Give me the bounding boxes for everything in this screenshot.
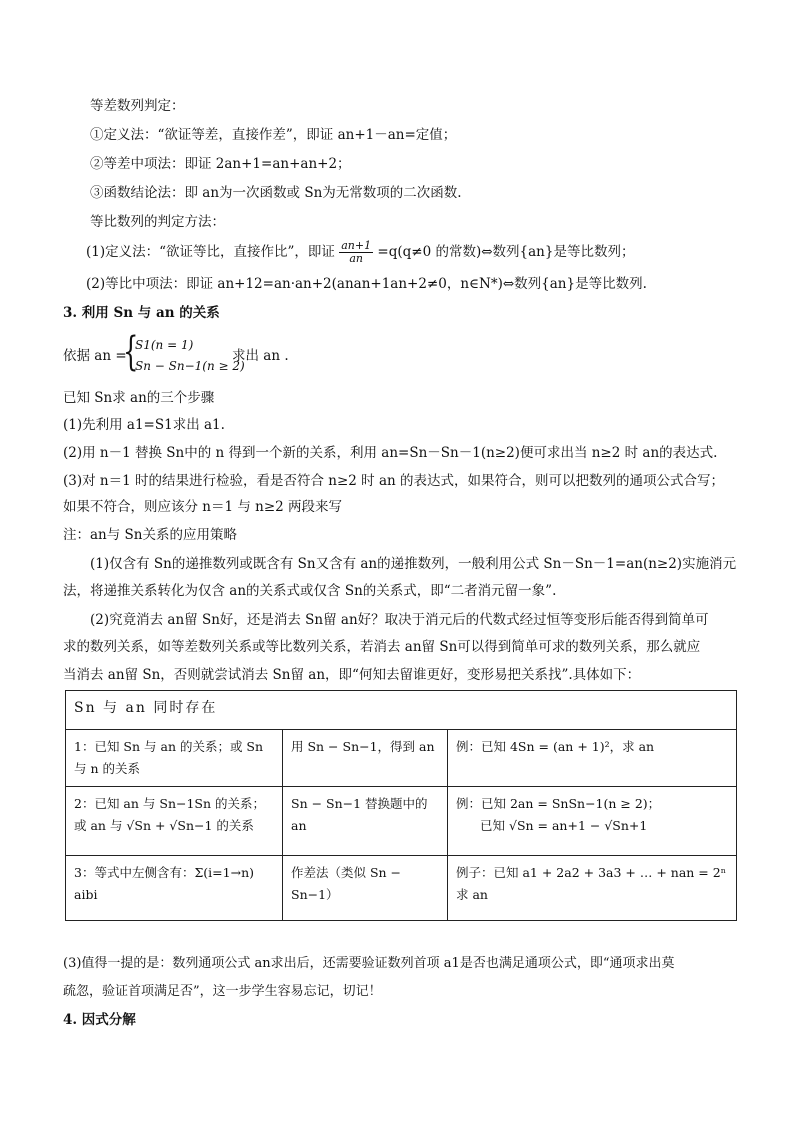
row-3-condition: 3：等式中左侧含有：Σ(i=1→n) aibi — [66, 856, 283, 921]
row-1-condition: 1：已知 Sn 与 an 的关系；或 Sn 与 n 的关系 — [66, 730, 283, 787]
section-4-heading: 4. 因式分解 — [63, 1012, 136, 1028]
remark-line-2: 疏忽，验证首项满足否”，这一步学生容易忘记，切记！ — [63, 984, 382, 999]
table-row — [66, 856, 737, 921]
relation-table — [65, 690, 737, 921]
fraction-denominator: an — [349, 252, 363, 265]
strategy-1-line-2: 法，将递推关系转化为仅含 an的关系式或仅含 Sn的关系式，即“二者消元留一象”. — [63, 583, 557, 599]
arith-method-3: ③函数结论法：即 an为一次函数或 Sn为无常数项的二次函数. — [90, 185, 462, 201]
step-1: (1)先利用 a1=S1求出 a1. — [63, 417, 225, 433]
row-3-example-text: 例子：已知 a1 + 2a2 + 3a3 + … + nan = 2ⁿ 求 an — [456, 865, 727, 902]
strategy-2-line-2: 求的数列关系，如等差数列关系或等比数列关系，若消去 an留 Sn可以得到简单可求的数列关系，那么就应 — [63, 639, 701, 655]
geo-fraction — [339, 240, 373, 265]
fraction-numerator: an+1 — [341, 239, 372, 252]
row-2-example-text: 例：已知 2an = SnSn−1(n ≥ 2)； — [456, 796, 661, 811]
basis-suffix: 求出 an . — [232, 348, 289, 364]
geo-title: 等比数列的判定方法： — [90, 214, 225, 230]
steps-title: 已知 Sn求 an的三个步骤 — [63, 390, 215, 406]
row-2-example — [448, 787, 737, 856]
geo-method-2: (2)等比中项法：即证 an+12=an·an+2(anan+1an+2≠0，n∈N*)⇔数列{an}是等比数列. — [86, 276, 647, 292]
section-3-heading: 3. 利用 Sn 与 an 的关系 — [63, 305, 220, 321]
strategy-2-line-1: (2)究竟消去 an留 Sn好，还是消去 Sn留 an好？取决于消元后的代数式经过恒等变形后能否得到简单可 — [90, 612, 709, 628]
arith-method-2: ②等差中项法：即证 2an+1=an+an+2； — [90, 156, 351, 172]
geo-method-1 — [86, 240, 634, 265]
step-2: (2)用 n－1 替换 Sn中的 n 得到一个新的关系，利用 an=Sn－Sn－1(n≥2)便可求出当 n≥2 时 an的表达式. — [63, 445, 718, 461]
case-1: S1(n = 1) — [135, 338, 194, 352]
case-2: Sn − Sn−1(n ≥ 2) — [135, 359, 245, 373]
step-3-line-2: 如果不符合，则应该分 n＝1 与 n≥2 两段来写 — [63, 499, 343, 515]
row-2-condition: 2：已知 an 与 Sn−1Sn 的关系；或 an 与 √Sn + √Sn−1 的关系 — [66, 787, 283, 856]
arith-method-1: ①定义法：“欲证等差，直接作差”，即证 an+1－an=定值； — [90, 127, 457, 143]
geo-method-1-suffix: =q(q≠0 的常数)⇔数列{an}是等比数列； — [377, 244, 635, 260]
row-1-example — [448, 730, 737, 787]
table-header-row — [66, 691, 737, 730]
step-3-line-1: (3)对 n＝1 时的结果进行检验，看是否符合 n≥2 时 an 的表达式，如果符合，则可以把数列的通项公式合写； — [63, 473, 724, 489]
strategy-2-line-3: 当消去 an留 Sn，否则就尝试消去 Sn留 an，即“何知去留谁更好，变形易把关系找”.具体如下： — [63, 667, 641, 683]
arith-title: 等差数列判定： — [90, 98, 185, 114]
note-title: 注：an与 Sn关系的应用策略 — [63, 527, 237, 543]
row-3-method: 作差法（类似 Sn − Sn−1） — [283, 856, 448, 921]
table-row — [66, 730, 737, 787]
table-header: Sn 与 an 同时存在 — [66, 691, 737, 730]
left-brace: { — [123, 329, 139, 375]
strategy-1-line-1: (1)仅含有 Sn的递推数列或既含有 Sn又含有 an的递推数列，一般利用公式 Sn－Sn－1=an(n≥2)实施消元 — [90, 556, 737, 572]
geo-method-1-prefix: (1)定义法：“欲证等比，直接作比”，即证 — [86, 244, 335, 260]
row-2-method: Sn − Sn−1 替换题中的 an — [283, 787, 448, 856]
table-row — [66, 787, 737, 856]
row-1-method: 用 Sn − Sn−1，得到 an — [283, 730, 448, 787]
basis-prefix: 依据 an = — [63, 348, 127, 364]
row-1-example-text: 例：已知 4Sn = (an + 1)²，求 an — [456, 739, 655, 754]
remark-line-1: (3)值得一提的是：数列通项公式 an求出后，还需要验证数列首项 a1是否也满足通项公式，即“通项求出莫 — [63, 956, 675, 971]
row-3-example — [448, 856, 737, 921]
row-2-example-extra: 已知 √Sn = an+1 − √Sn+1 — [480, 818, 648, 833]
